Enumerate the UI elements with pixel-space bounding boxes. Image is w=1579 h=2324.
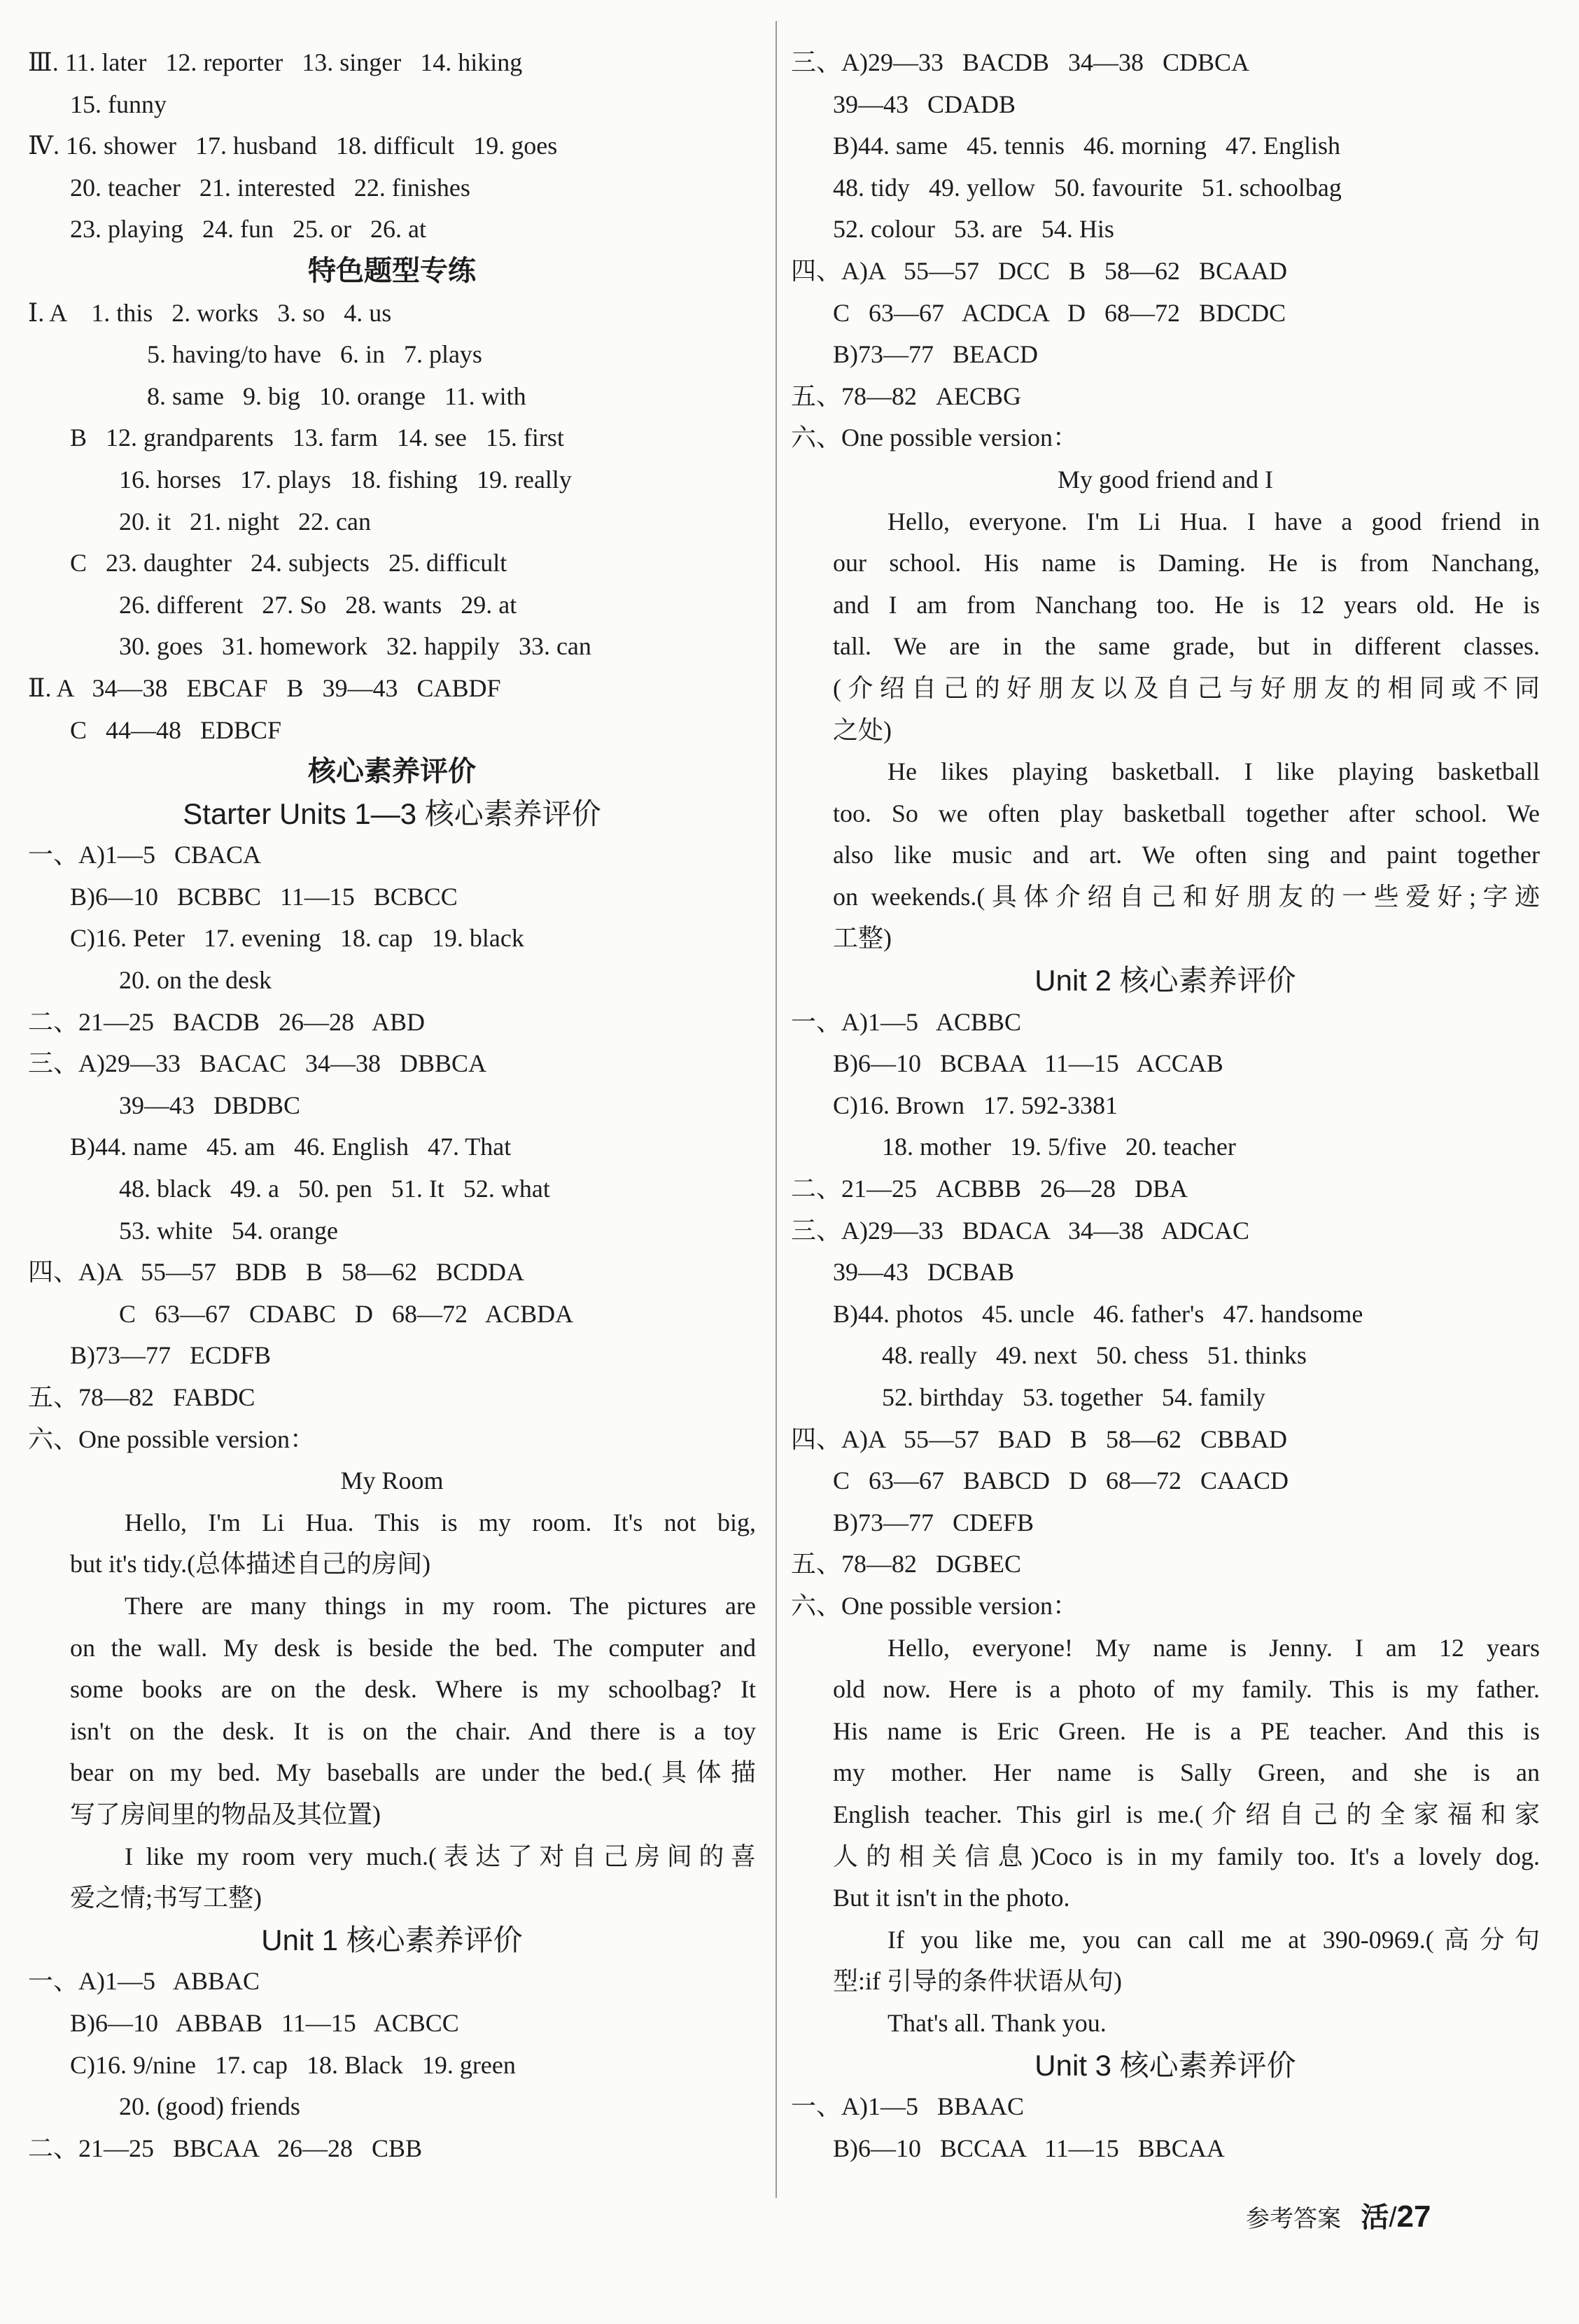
text-line: If you like me, you can call me at 390-0969.(高分句 bbox=[887, 1925, 1540, 1954]
text-line: 五、78—82 DGBEC bbox=[791, 1550, 1022, 1578]
text-line: 人的相关信息)Coco is in my family too. It's a lovely dog. bbox=[833, 1842, 1540, 1870]
text-line: 写了房间里的物品及其位置) bbox=[70, 1800, 381, 1828]
text-line: C 63—67 BABCD D 68—72 CAACD bbox=[833, 1466, 1289, 1495]
section-heading: 特色题型专练 bbox=[308, 255, 476, 286]
text-line: 5. having/to have 6. in 7. plays bbox=[147, 340, 482, 369]
text-line: B)73—77 BEACD bbox=[833, 340, 1039, 369]
text-line: B)6—10 BCBAA 11—15 ACCAB bbox=[833, 1049, 1223, 1078]
text-line: My good friend and I bbox=[1058, 465, 1273, 493]
text-line: bear on my bed. My baseballs are under the bed.(具体描 bbox=[70, 1758, 756, 1787]
text-line: some books are on the desk. Where is my schoolbag? It bbox=[70, 1675, 756, 1704]
text-line: also like music and art. We often sing and paint together bbox=[833, 841, 1540, 869]
text-line: B)44. photos 45. uncle 46. father's 47. handsome bbox=[833, 1299, 1363, 1328]
text-line: 48. black 49. a 50. pen 51. It 52. what bbox=[119, 1175, 550, 1203]
text-line: 39—43 CDADB bbox=[833, 90, 1016, 118]
text-line: 二、21—25 BACDB 26—28 ABD bbox=[28, 1007, 426, 1036]
section-heading: Unit 2 核心素养评价 bbox=[1034, 964, 1296, 997]
text-line: 一、A)1—5 BBAAC bbox=[791, 2092, 1025, 2121]
text-line: 三、A)29—33 BDACA 34—38 ADCAC bbox=[791, 1216, 1250, 1245]
text-line: C 63—67 CDABC D 68—72 ACBDA bbox=[119, 1299, 574, 1328]
text-line: I like my room very much.(表达了对自己房间的喜 bbox=[125, 1842, 756, 1870]
text-line: 39—43 DCBAB bbox=[833, 1258, 1015, 1287]
text-line: too. So we often play basketball together after school. We bbox=[833, 799, 1540, 827]
left-column bbox=[28, 42, 756, 2169]
text-line: 一、A)1—5 CBACA bbox=[28, 841, 262, 869]
text-line: 20. it 21. night 22. can bbox=[119, 507, 371, 536]
text-line: 六、One possible version： bbox=[791, 1591, 1078, 1620]
text-line: But it isn't in the photo. bbox=[833, 1884, 1070, 1912]
text-line: English teacher. This girl is me.(介绍自己的全家福和家 bbox=[833, 1800, 1540, 1828]
section-heading: Starter Units 1—3 核心素养评价 bbox=[183, 797, 601, 830]
text-line: 15. funny bbox=[70, 90, 167, 118]
text-line: C 44—48 EDBCF bbox=[70, 715, 282, 744]
text-line: Ⅱ. A 34—38 EBCAF B 39—43 CABDF bbox=[28, 673, 501, 702]
text-line: old now. Here is a photo of my family. This is my father. bbox=[833, 1675, 1540, 1704]
text-line: 四、A)A 55—57 BDB B 58—62 BCDDA bbox=[28, 1258, 525, 1287]
text-line: 五、78—82 FABDC bbox=[28, 1383, 255, 1411]
text-line: That's all. Thank you. bbox=[887, 2008, 1107, 2037]
page-footer bbox=[1246, 2192, 1526, 2241]
text-line: 型:if 引导的条件状语从句) bbox=[833, 1967, 1122, 1996]
text-line: 二、21—25 ACBBB 26—28 DBA bbox=[791, 1175, 1188, 1203]
text-line: C)16. 9/nine 17. cap 18. Black 19. green bbox=[70, 2050, 516, 2079]
footer-separator: / bbox=[1389, 2202, 1397, 2233]
text-line: 四、A)A 55—57 BAD B 58—62 CBBAD bbox=[791, 1424, 1288, 1453]
text-line: tall. We are in the same grade, but in different classes. bbox=[833, 632, 1540, 661]
text-line: B)44. name 45. am 46. English 47. That bbox=[70, 1133, 512, 1161]
text-line: B)44. same 45. tennis 46. morning 47. English bbox=[833, 132, 1340, 160]
text-line: 四、A)A 55—57 DCC B 58—62 BCAAD bbox=[791, 256, 1288, 285]
text-line: B)6—10 BCCAA 11—15 BBCAA bbox=[833, 2134, 1225, 2162]
text-line: 16. horses 17. plays 18. fishing 19. really bbox=[119, 465, 572, 493]
text-line: Ⅰ. A 1. this 2. works 3. so 4. us bbox=[28, 298, 392, 327]
text-line: C)16. Peter 17. evening 18. cap 19. black bbox=[70, 924, 524, 953]
page-number: 27 bbox=[1396, 2199, 1431, 2234]
text-line: 23. playing 24. fun 25. or 26. at bbox=[70, 215, 426, 244]
text-line: on weekends.(具体介绍自己和好朋友的一些爱好;字迹 bbox=[833, 882, 1540, 911]
footer-brand: 活 bbox=[1361, 2202, 1389, 2233]
text-line: 20. on the desk bbox=[119, 966, 272, 995]
text-line: 二、21—25 BBCAA 26—28 CBB bbox=[28, 2134, 423, 2162]
text-line: Ⅳ. 16. shower 17. husband 18. difficult 19. goes bbox=[28, 132, 558, 160]
text-line: 26. different 27. So 28. wants 29. at bbox=[119, 590, 517, 619]
text-line: C)16. Brown 17. 592-3381 bbox=[833, 1091, 1118, 1119]
text-line: 五、78—82 AECBG bbox=[791, 382, 1022, 410]
text-line: Hello, everyone! My name is Jenny. I am 12 years bbox=[887, 1633, 1540, 1662]
text-line: 8. same 9. big 10. orange 11. with bbox=[147, 382, 526, 410]
text-line: 一、A)1—5 ABBAC bbox=[28, 1967, 260, 1996]
footer-label: 参考答案 bbox=[1246, 2206, 1341, 2232]
text-line: 39—43 DBDBC bbox=[119, 1091, 301, 1119]
text-line: 20. (good) friends bbox=[119, 2092, 300, 2121]
text-line: 48. really 49. next 50. chess 51. thinks bbox=[882, 1341, 1307, 1370]
text-line: 三、A)29—33 BACAC 34—38 DBBCA bbox=[28, 1049, 487, 1078]
text-line: Hello, I'm Li Hua. This is my room. It's not big, bbox=[125, 1508, 756, 1536]
text-line: 一、A)1—5 ACBBC bbox=[791, 1007, 1022, 1036]
text-line: 工整) bbox=[833, 924, 892, 953]
text-line: my mother. Her name is Sally Green, and she is an bbox=[833, 1758, 1540, 1787]
text-line: 30. goes 31. homework 32. happily 33. can bbox=[119, 632, 591, 661]
text-line: B 12. grandparents 13. farm 14. see 15. first bbox=[70, 424, 564, 452]
text-line: on the wall. My desk is beside the bed. The computer and bbox=[70, 1633, 756, 1662]
text-line: His name is Eric Green. He is a PE teacher. And this is bbox=[833, 1716, 1540, 1745]
text-line: 20. teacher 21. interested 22. finishes bbox=[70, 173, 470, 202]
text-line: My Room bbox=[340, 1466, 444, 1495]
text-line: (介绍自己的好朋友以及自己与好朋友的相同或不同 bbox=[833, 673, 1540, 702]
text-line: 之处) bbox=[833, 715, 892, 744]
text-line: 52. colour 53. are 54. His bbox=[833, 215, 1114, 244]
text-line: C 63—67 ACDCA D 68—72 BDCDC bbox=[833, 298, 1286, 327]
text-line: C 23. daughter 24. subjects 25. difficult bbox=[70, 549, 507, 578]
text-line: B)73—77 CDEFB bbox=[833, 1508, 1034, 1536]
text-line: isn't on the desk. It is on the chair. And there is a toy bbox=[70, 1716, 756, 1745]
text-line: B)6—10 ABBAB 11—15 ACBCC bbox=[70, 2008, 459, 2037]
text-line: He likes playing basketball. I like playing basketball bbox=[887, 757, 1540, 786]
text-line: 爱之情;书写工整) bbox=[70, 1884, 262, 1912]
section-heading: Unit 1 核心素养评价 bbox=[261, 1923, 523, 1956]
text-line: 48. tidy 49. yellow 50. favourite 51. schoolbag bbox=[833, 173, 1342, 202]
section-heading: Unit 3 核心素养评价 bbox=[1034, 2048, 1296, 2082]
text-line: Ⅲ. 11. later 12. reporter 13. singer 14. hiking bbox=[28, 48, 523, 76]
text-line: 六、One possible version： bbox=[28, 1424, 315, 1453]
text-line: and I am from Nanchang too. He is 12 years old. He is bbox=[833, 590, 1540, 619]
text-line: 六、One possible version： bbox=[791, 424, 1078, 452]
text-line: B)73—77 ECDFB bbox=[70, 1341, 272, 1370]
text-line: our school. His name is Daming. He is from Nanchang, bbox=[833, 549, 1540, 578]
right-column bbox=[791, 42, 1540, 2169]
text-line: 18. mother 19. 5/five 20. teacher bbox=[882, 1133, 1236, 1161]
text-line: 52. birthday 53. together 54. family bbox=[882, 1383, 1265, 1411]
text-line: 53. white 54. orange bbox=[119, 1216, 338, 1245]
text-line: B)6—10 BCBBC 11—15 BCBCC bbox=[70, 882, 458, 911]
text-line: Hello, everyone. I'm Li Hua. I have a good friend in bbox=[887, 507, 1540, 536]
section-heading: 核心素养评价 bbox=[308, 756, 476, 788]
column-divider bbox=[776, 21, 777, 2198]
text-line: but it's tidy.(总体描述自己的房间) bbox=[70, 1550, 431, 1578]
text-line: 三、A)29—33 BACDB 34—38 CDBCA bbox=[791, 48, 1250, 76]
text-line: There are many things in my room. The pictures are bbox=[125, 1591, 756, 1620]
